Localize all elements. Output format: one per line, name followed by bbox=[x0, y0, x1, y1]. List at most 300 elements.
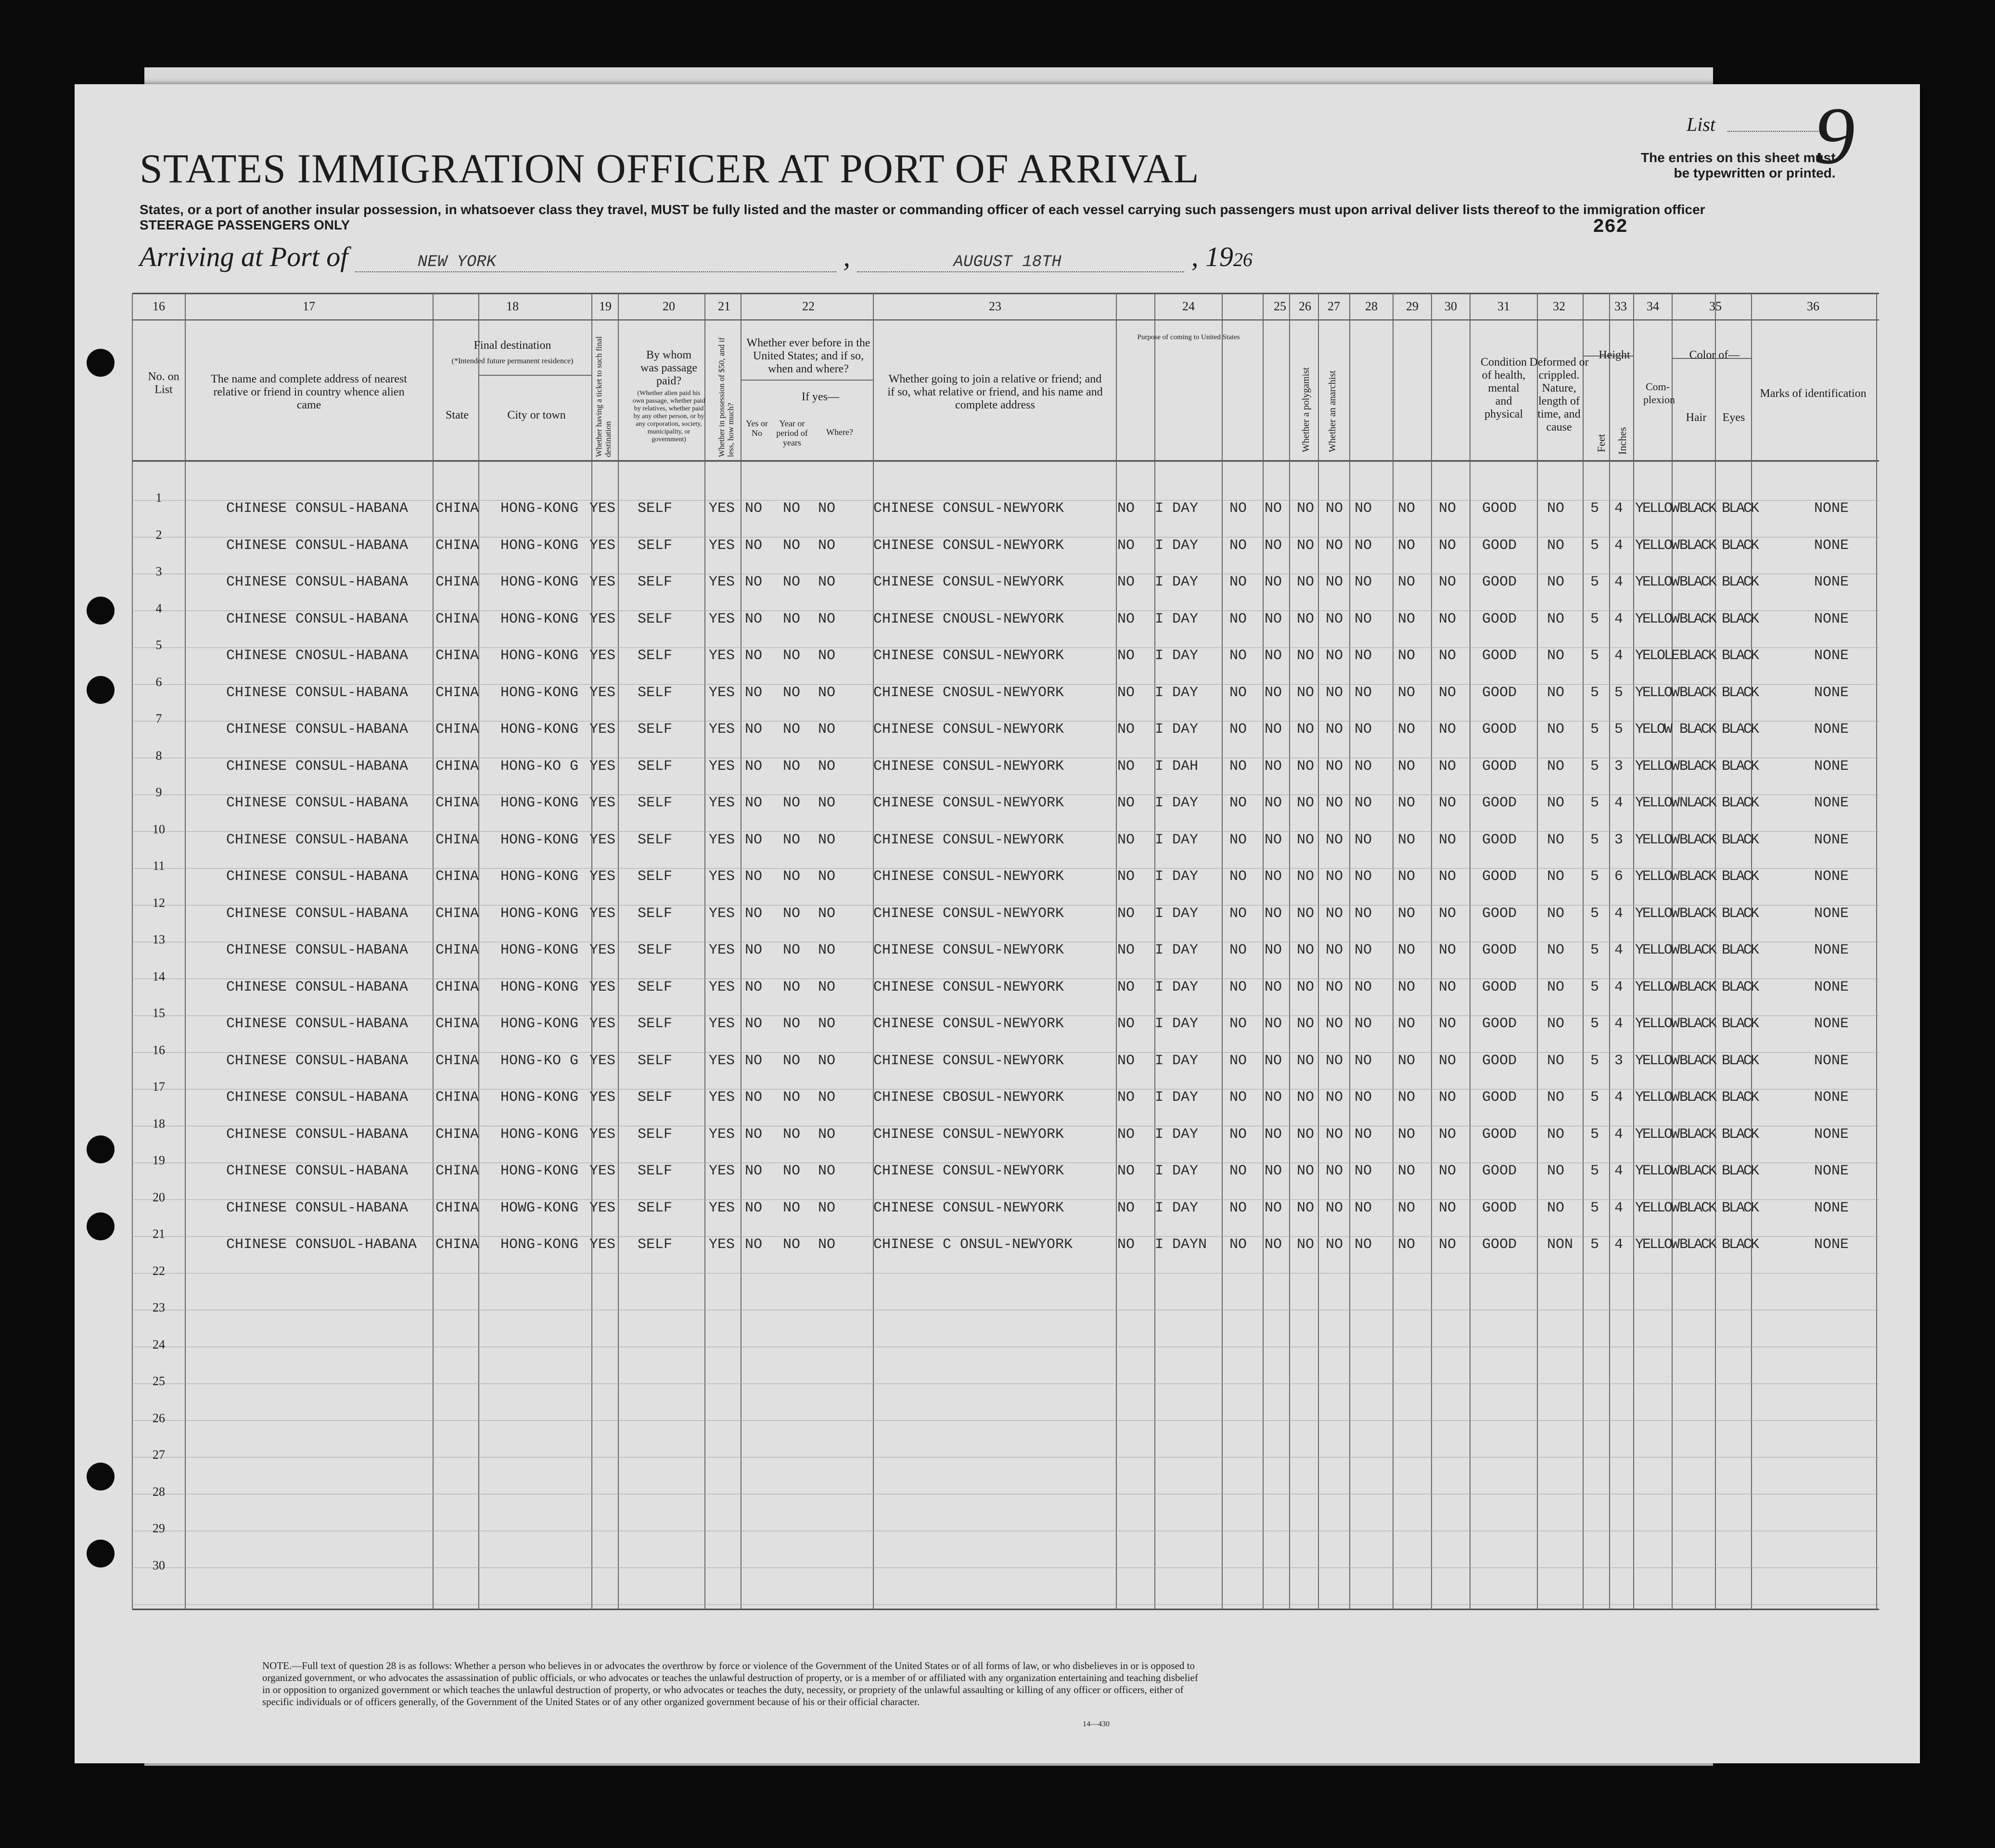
row-number: 4 bbox=[155, 601, 162, 615]
cell-where: NO bbox=[818, 611, 836, 627]
cell-cond: GOOD bbox=[1482, 1089, 1517, 1106]
cell-d: NO bbox=[1355, 1199, 1372, 1216]
cell-before: NO bbox=[745, 1052, 763, 1069]
cell-city: HONG-KONG bbox=[500, 1236, 579, 1253]
row-number: 1 bbox=[155, 491, 162, 505]
form-instructions: States, or a port of another insular possession, in whatsoever class they travel, MUST be fully listed and the master or commanding officer of each vessel carrying such passengers must upon arrival deliver lists thereof to the immigration officer bbox=[140, 202, 1705, 217]
header-no-on-list: No. on List bbox=[148, 370, 179, 396]
cell-poly: NO bbox=[1297, 721, 1315, 738]
cell-where: NO bbox=[818, 979, 836, 995]
cell-def: NO bbox=[1547, 979, 1565, 995]
cell-c: NO bbox=[1265, 537, 1282, 554]
cell-in: 4 bbox=[1614, 905, 1624, 922]
cell-hair: BLACK bbox=[1679, 721, 1716, 738]
cell-state: CHINA bbox=[435, 537, 479, 554]
cell-join: CHINESE CONSUL-NEWYORK bbox=[873, 942, 1064, 958]
cell-anar: NO bbox=[1326, 795, 1343, 811]
header-hair: Hair bbox=[1686, 411, 1707, 424]
cell-before: NO bbox=[745, 1163, 763, 1179]
cell-a: NO bbox=[1117, 611, 1135, 627]
cell-in: 4 bbox=[1614, 537, 1624, 554]
cell-state: CHINA bbox=[435, 684, 479, 701]
cell-rel: CHINESE CONSUL-HABANA bbox=[226, 905, 409, 922]
column-number: 31 bbox=[1497, 299, 1510, 313]
cell-join: CHINESE CONSUL-NEWYORK bbox=[873, 905, 1064, 922]
cell-a: NO bbox=[1117, 831, 1135, 848]
cell-state: CHINA bbox=[435, 500, 479, 517]
cell-marks: NONE bbox=[1814, 1236, 1849, 1253]
cell-join: CHINESE CONSUL-NEWYORK bbox=[873, 574, 1064, 590]
cell-eyes: BLACK bbox=[1722, 795, 1758, 811]
cell-b: NO bbox=[1229, 1016, 1247, 1032]
column-number: 32 bbox=[1553, 299, 1565, 313]
cell-c: NO bbox=[1265, 1052, 1282, 1069]
cell-ticket: YES bbox=[589, 721, 616, 738]
year-suffix: 26 bbox=[1233, 249, 1253, 270]
header-final-destination-note: (*Intended future permanent residence) bbox=[451, 357, 574, 365]
cell-city: HONG-KONG bbox=[500, 684, 579, 701]
cell-marks: NONE bbox=[1814, 942, 1849, 958]
cell-a: NO bbox=[1117, 721, 1135, 738]
cell-e: NO bbox=[1398, 648, 1416, 664]
cell-money: YES bbox=[709, 684, 735, 701]
cell-paid: SELF bbox=[638, 574, 673, 590]
cell-d: NO bbox=[1355, 1052, 1372, 1069]
cell-c: NO bbox=[1265, 979, 1282, 995]
cell-rel: CHINESE CONSUL-HABANA bbox=[226, 831, 409, 848]
cell-f: NO bbox=[1439, 684, 1457, 701]
cell-cond: GOOD bbox=[1482, 684, 1517, 701]
cell-in: 4 bbox=[1614, 1199, 1624, 1216]
cell-ticket: YES bbox=[589, 905, 616, 922]
cell-ticket: YES bbox=[589, 795, 616, 811]
cell-a: NO bbox=[1117, 795, 1135, 811]
cell-hair: BLACK bbox=[1679, 648, 1716, 664]
cell-eyes: BLACK bbox=[1722, 942, 1758, 958]
cell-state: CHINA bbox=[435, 648, 479, 664]
cell-before: NO bbox=[745, 979, 763, 995]
cell-stay: I DAY bbox=[1155, 1163, 1199, 1179]
row-number: 14 bbox=[153, 969, 165, 983]
cell-money: YES bbox=[709, 868, 735, 885]
cell-year: NO bbox=[783, 574, 801, 590]
row-number: 6 bbox=[155, 675, 162, 689]
cell-c: NO bbox=[1265, 905, 1282, 922]
cell-state: CHINA bbox=[435, 1126, 479, 1143]
cell-e: NO bbox=[1398, 1236, 1416, 1253]
cell-c: NO bbox=[1265, 721, 1282, 738]
cell-f: NO bbox=[1439, 1163, 1457, 1179]
cell-poly: NO bbox=[1297, 1126, 1315, 1143]
cell-e: NO bbox=[1398, 611, 1416, 627]
cell-city: HOWG-KONG bbox=[500, 1199, 579, 1216]
cell-money: YES bbox=[709, 1052, 735, 1069]
cell-eyes: BLACK bbox=[1722, 648, 1758, 664]
cell-d: NO bbox=[1355, 1089, 1372, 1106]
cell-state: CHINA bbox=[435, 1199, 479, 1216]
cell-e: NO bbox=[1398, 1199, 1416, 1216]
cell-comp: YELLOW bbox=[1635, 574, 1679, 590]
footnote: NOTE.—Full text of question 28 is as follows: Whether a person who believes in or advocates the overthrow by force or violence of the Government of the United States or of all forms of law, or who disbelieves in or is opposed to organized government, or who advocates the assassination of public officials, or who advocates or teaches the unlawful destruction of property, or is a member of or affiliated with any organization entertaining and teaching disbelief in or opposition to organized government or which teaches the unlawful destruction of property, or who advocates or teaches the duty, necessity, or propriety of the unlawful assaulting or killing of any officer or officers, either of specific individuals or of officers generally, of the Government of the United States or of any other organized government because of his or their official character. bbox=[262, 1660, 1198, 1708]
cell-paid: SELF bbox=[638, 648, 673, 664]
header-city: City or town bbox=[507, 409, 566, 421]
cell-where: NO bbox=[818, 537, 836, 554]
cell-a: NO bbox=[1117, 868, 1135, 885]
cell-where: NO bbox=[818, 1016, 836, 1032]
header-feet: Feet bbox=[1595, 434, 1607, 452]
cell-e: NO bbox=[1398, 868, 1416, 885]
cell-marks: NONE bbox=[1814, 831, 1849, 848]
cell-year: NO bbox=[783, 758, 801, 775]
cell-c: NO bbox=[1265, 868, 1282, 885]
cell-cond: GOOD bbox=[1482, 868, 1517, 885]
cell-ft: 5 bbox=[1590, 684, 1599, 701]
cell-e: NO bbox=[1398, 1089, 1416, 1106]
cell-stay: I DAY bbox=[1155, 500, 1199, 517]
row-number: 9 bbox=[155, 785, 162, 799]
cell-anar: NO bbox=[1326, 1089, 1343, 1106]
header-passage-paid-note: (Whether alien paid his own passage, whether paid by relatives, whether paid by any other person, or by any corporation, society, municipality, or government) bbox=[632, 390, 705, 443]
cell-marks: NONE bbox=[1814, 574, 1849, 590]
cell-rel: CHINESE CONSUL-HABANA bbox=[226, 684, 409, 701]
cell-stay: I DAY bbox=[1155, 1016, 1199, 1032]
cell-rel: CHINESE CONSUL-HABANA bbox=[226, 1126, 409, 1143]
cell-join: CHINESE CONSUL-NEWYORK bbox=[873, 831, 1064, 848]
column-number: 24 bbox=[1182, 299, 1195, 313]
cell-a: NO bbox=[1117, 1163, 1135, 1179]
cell-state: CHINA bbox=[435, 1163, 479, 1179]
cell-in: 4 bbox=[1614, 1126, 1624, 1143]
cell-paid: SELF bbox=[638, 758, 673, 775]
cell-poly: NO bbox=[1297, 831, 1315, 848]
cell-paid: SELF bbox=[638, 795, 673, 811]
arriving-label: Arriving at Port of bbox=[140, 241, 348, 272]
cell-ft: 5 bbox=[1590, 1236, 1599, 1253]
cell-year: NO bbox=[783, 1236, 801, 1253]
row-number: 12 bbox=[153, 895, 165, 910]
cell-cond: GOOD bbox=[1482, 795, 1517, 811]
cell-stay: I DAY bbox=[1155, 868, 1199, 885]
cell-e: NO bbox=[1398, 684, 1416, 701]
cell-join: CHINESE C ONSUL-NEWYORK bbox=[873, 1236, 1073, 1253]
cell-money: YES bbox=[709, 979, 735, 995]
cell-c: NO bbox=[1265, 795, 1282, 811]
cell-comp: YELLOW bbox=[1635, 537, 1679, 554]
cell-rel: CHINESE CONSUL-HABANA bbox=[226, 500, 409, 517]
cell-comp: YELLOW bbox=[1635, 979, 1679, 995]
cell-city: HONG-KONG bbox=[500, 648, 579, 664]
cell-paid: SELF bbox=[638, 611, 673, 627]
cell-join: CHINESE CONSUL-NEWYORK bbox=[873, 758, 1064, 775]
cell-in: 4 bbox=[1614, 1089, 1624, 1106]
cell-eyes: BLACK bbox=[1722, 537, 1758, 554]
cell-where: NO bbox=[818, 648, 836, 664]
cell-city: HONG-KONG bbox=[500, 611, 579, 627]
cell-rel: CHINESE CONSUL-HABANA bbox=[226, 721, 409, 738]
header-color-of: Color of— bbox=[1689, 349, 1740, 361]
cell-stay: I DAY bbox=[1155, 942, 1199, 958]
cell-stay: I DAY bbox=[1155, 648, 1199, 664]
cell-c: NO bbox=[1265, 500, 1282, 517]
row-number: 26 bbox=[153, 1411, 165, 1425]
cell-rel: CHINESE CONSUL-HABANA bbox=[226, 979, 409, 995]
cell-cond: GOOD bbox=[1482, 942, 1517, 958]
cell-ft: 5 bbox=[1590, 537, 1599, 554]
cell-hair: BLACK bbox=[1679, 942, 1716, 958]
cell-marks: NONE bbox=[1814, 500, 1849, 517]
cell-paid: SELF bbox=[638, 500, 673, 517]
cell-where: NO bbox=[818, 758, 836, 775]
cell-comp: YELLOW bbox=[1635, 868, 1679, 885]
cell-stay: I DAY bbox=[1155, 831, 1199, 848]
cell-where: NO bbox=[818, 1236, 836, 1253]
cell-where: NO bbox=[818, 868, 836, 885]
cell-comp: YELLOW bbox=[1635, 1163, 1679, 1179]
cell-paid: SELF bbox=[638, 905, 673, 922]
cell-money: YES bbox=[709, 1089, 735, 1106]
column-number: 25 bbox=[1274, 299, 1286, 313]
cell-before: NO bbox=[745, 942, 763, 958]
cell-stay: I DAY bbox=[1155, 1126, 1199, 1143]
cell-year: NO bbox=[783, 868, 801, 885]
cell-ft: 5 bbox=[1590, 1089, 1599, 1106]
cell-ticket: YES bbox=[589, 1199, 616, 1216]
cell-hair: BLACK bbox=[1679, 868, 1716, 885]
cell-where: NO bbox=[818, 684, 836, 701]
cell-hair: BLACK bbox=[1679, 1016, 1716, 1032]
cell-anar: NO bbox=[1326, 1236, 1343, 1253]
cell-comp: YELLOW bbox=[1635, 905, 1679, 922]
cell-cond: GOOD bbox=[1482, 721, 1517, 738]
cell-state: CHINA bbox=[435, 942, 479, 958]
cell-paid: SELF bbox=[638, 1089, 673, 1106]
header-passage-paid: By whom was passage paid? bbox=[640, 349, 697, 387]
cell-state: CHINA bbox=[435, 905, 479, 922]
cell-join: CHINESE CONSUL-NEWYORK bbox=[873, 1199, 1064, 1216]
header-possession: Whether in possession of $50, and if less, how much? bbox=[717, 337, 735, 457]
cell-before: NO bbox=[745, 1199, 763, 1216]
cell-cond: GOOD bbox=[1482, 1236, 1517, 1253]
cell-anar: NO bbox=[1326, 537, 1343, 554]
cell-anar: NO bbox=[1326, 574, 1343, 590]
cell-stay: I DAY bbox=[1155, 979, 1199, 995]
cell-in: 4 bbox=[1614, 574, 1624, 590]
cell-in: 4 bbox=[1614, 611, 1624, 627]
cell-stay: I DAY bbox=[1155, 574, 1199, 590]
cell-a: NO bbox=[1117, 500, 1135, 517]
row-number: 20 bbox=[153, 1190, 165, 1204]
cell-ft: 5 bbox=[1590, 1199, 1599, 1216]
row-number: 22 bbox=[153, 1263, 165, 1278]
cell-paid: SELF bbox=[638, 684, 673, 701]
cell-anar: NO bbox=[1326, 942, 1343, 958]
cell-a: NO bbox=[1117, 1199, 1135, 1216]
cell-year: NO bbox=[783, 684, 801, 701]
column-number: 16 bbox=[153, 299, 165, 313]
row-number: 11 bbox=[153, 859, 165, 873]
cell-def: NO bbox=[1547, 905, 1565, 922]
header-inches: Inches bbox=[1616, 427, 1628, 455]
cell-where: NO bbox=[818, 1126, 836, 1143]
cell-d: NO bbox=[1355, 979, 1372, 995]
cell-rel: CHINESE CONSUL-HABANA bbox=[226, 611, 409, 627]
cell-ft: 5 bbox=[1590, 979, 1599, 995]
header-deformed: Deformed or crippled. Nature, length of time, and cause bbox=[1529, 356, 1589, 433]
cell-year: NO bbox=[783, 942, 801, 958]
cell-anar: NO bbox=[1326, 1016, 1343, 1032]
cell-f: NO bbox=[1439, 1126, 1457, 1143]
column-number: 21 bbox=[718, 299, 730, 313]
cell-stay: I DAY bbox=[1155, 905, 1199, 922]
cell-cond: GOOD bbox=[1482, 979, 1517, 995]
cell-where: NO bbox=[818, 1163, 836, 1179]
cell-poly: NO bbox=[1297, 611, 1315, 627]
cell-b: NO bbox=[1229, 1236, 1247, 1253]
cell-money: YES bbox=[709, 831, 735, 848]
row-number: 30 bbox=[153, 1558, 165, 1572]
cell-anar: NO bbox=[1326, 500, 1343, 517]
column-number: 17 bbox=[303, 299, 315, 313]
cell-year: NO bbox=[783, 905, 801, 922]
cell-f: NO bbox=[1439, 574, 1457, 590]
cell-d: NO bbox=[1355, 721, 1372, 738]
column-number: 18 bbox=[506, 299, 519, 313]
cell-cond: GOOD bbox=[1482, 574, 1517, 590]
cell-stay: I DAY bbox=[1155, 795, 1199, 811]
cell-paid: SELF bbox=[638, 868, 673, 885]
cell-eyes: BLACK bbox=[1722, 868, 1758, 885]
row-number: 5 bbox=[155, 638, 162, 652]
cell-in: 4 bbox=[1614, 942, 1624, 958]
cell-ft: 5 bbox=[1590, 648, 1599, 664]
header-year-period: Year or period of years bbox=[776, 419, 808, 447]
cell-where: NO bbox=[818, 574, 836, 590]
cell-e: NO bbox=[1398, 1163, 1416, 1179]
cell-b: NO bbox=[1229, 537, 1247, 554]
cell-in: 4 bbox=[1614, 500, 1624, 517]
row-number: 13 bbox=[153, 932, 165, 946]
cell-eyes: BLACK bbox=[1722, 1126, 1758, 1143]
cell-a: NO bbox=[1117, 648, 1135, 664]
cell-state: CHINA bbox=[435, 868, 479, 885]
cell-comp: YELLOW bbox=[1635, 795, 1679, 811]
cell-anar: NO bbox=[1326, 611, 1343, 627]
cell-a: NO bbox=[1117, 574, 1135, 590]
cell-cond: GOOD bbox=[1482, 1126, 1517, 1143]
cell-year: NO bbox=[783, 1052, 801, 1069]
cell-poly: NO bbox=[1297, 979, 1315, 995]
cell-city: HONG-KONG bbox=[500, 831, 579, 848]
cell-a: NO bbox=[1117, 1052, 1135, 1069]
cell-anar: NO bbox=[1326, 979, 1343, 995]
cell-city: HONG-KONG bbox=[500, 1163, 579, 1179]
row-number: 8 bbox=[155, 748, 162, 763]
cell-a: NO bbox=[1117, 905, 1135, 922]
cell-before: NO bbox=[745, 905, 763, 922]
cell-paid: SELF bbox=[638, 537, 673, 554]
cell-ft: 5 bbox=[1590, 1126, 1599, 1143]
cell-comp: YELLOW bbox=[1635, 1236, 1679, 1253]
cell-f: NO bbox=[1439, 537, 1457, 554]
column-number: 28 bbox=[1365, 299, 1378, 313]
cell-year: NO bbox=[783, 831, 801, 848]
cell-def: NO bbox=[1547, 574, 1565, 590]
cell-f: NO bbox=[1439, 611, 1457, 627]
cell-d: NO bbox=[1355, 574, 1372, 590]
cell-paid: SELF bbox=[638, 1052, 673, 1069]
cell-year: NO bbox=[783, 537, 801, 554]
cell-b: NO bbox=[1229, 1052, 1247, 1069]
cell-hair: BLACK bbox=[1679, 1126, 1716, 1143]
header-purpose: Purpose of coming to United States bbox=[1137, 333, 1240, 341]
header-relative-address: The name and complete address of nearest relative or friend in country whence alien came bbox=[211, 373, 407, 411]
cell-poly: NO bbox=[1297, 1236, 1315, 1253]
cell-anar: NO bbox=[1326, 684, 1343, 701]
cell-rel: CHINESE CONSUL-HABANA bbox=[226, 1016, 409, 1032]
cell-stay: I DAH bbox=[1155, 758, 1199, 775]
header-polygamist: Whether a polygamist bbox=[1301, 367, 1311, 452]
cell-c: NO bbox=[1265, 1089, 1282, 1106]
cell-d: NO bbox=[1355, 795, 1372, 811]
cell-city: HONG-KONG bbox=[500, 905, 579, 922]
cell-def: NO bbox=[1547, 537, 1565, 554]
cell-hair: BLACK bbox=[1679, 1199, 1716, 1216]
cell-poly: NO bbox=[1297, 574, 1315, 590]
cell-where: NO bbox=[818, 905, 836, 922]
cell-poly: NO bbox=[1297, 905, 1315, 922]
cell-rel: CHINESE CONSUL-HABANA bbox=[226, 574, 409, 590]
cell-ft: 5 bbox=[1590, 1163, 1599, 1179]
cell-def: NO bbox=[1547, 1016, 1565, 1032]
header-join-relative: Whether going to join a relative or friend; and if so, what relative or friend, and his name and complete address bbox=[887, 373, 1103, 411]
cell-f: NO bbox=[1439, 758, 1457, 775]
cell-b: NO bbox=[1229, 721, 1247, 738]
cell-join: CHINESE CONSUL-NEWYORK bbox=[873, 1163, 1064, 1179]
row-number: 17 bbox=[153, 1080, 165, 1094]
cell-stay: I DAYN bbox=[1155, 1236, 1207, 1253]
cell-rel: CHINESE CONSUL-HABANA bbox=[226, 1199, 409, 1216]
date-value: AUGUST 18TH bbox=[857, 253, 1184, 272]
cell-state: CHINA bbox=[435, 758, 479, 775]
cell-f: NO bbox=[1439, 1199, 1457, 1216]
cell-paid: SELF bbox=[638, 942, 673, 958]
cell-e: NO bbox=[1398, 721, 1416, 738]
cell-f: NO bbox=[1439, 1089, 1457, 1106]
cell-paid: SELF bbox=[638, 1199, 673, 1216]
cell-marks: NONE bbox=[1814, 611, 1849, 627]
cell-state: CHINA bbox=[435, 1052, 479, 1069]
cell-a: NO bbox=[1117, 758, 1135, 775]
cell-rel: CHINESE CONSUL-HABANA bbox=[226, 1089, 409, 1106]
cell-d: NO bbox=[1355, 758, 1372, 775]
row-number: 27 bbox=[153, 1448, 165, 1462]
cell-year: NO bbox=[783, 1199, 801, 1216]
cell-eyes: BLACK bbox=[1722, 611, 1758, 627]
cell-join: CHINESE CONSUL-NEWYORK bbox=[873, 721, 1064, 738]
cell-def: NO bbox=[1547, 721, 1565, 738]
cell-cond: GOOD bbox=[1482, 1016, 1517, 1032]
cell-state: CHINA bbox=[435, 1089, 479, 1106]
cell-before: NO bbox=[745, 684, 763, 701]
steerage-label: STEERAGE PASSENGERS ONLY bbox=[140, 217, 350, 232]
header-eyes: Eyes bbox=[1722, 411, 1745, 424]
header-where: Where? bbox=[826, 427, 853, 437]
cell-b: NO bbox=[1229, 1163, 1247, 1179]
cell-city: HONG-KONG bbox=[500, 721, 579, 738]
cell-stay: I DAY bbox=[1155, 1052, 1199, 1069]
cell-marks: NONE bbox=[1814, 1052, 1849, 1069]
header-if-yes: If yes— bbox=[802, 391, 839, 403]
